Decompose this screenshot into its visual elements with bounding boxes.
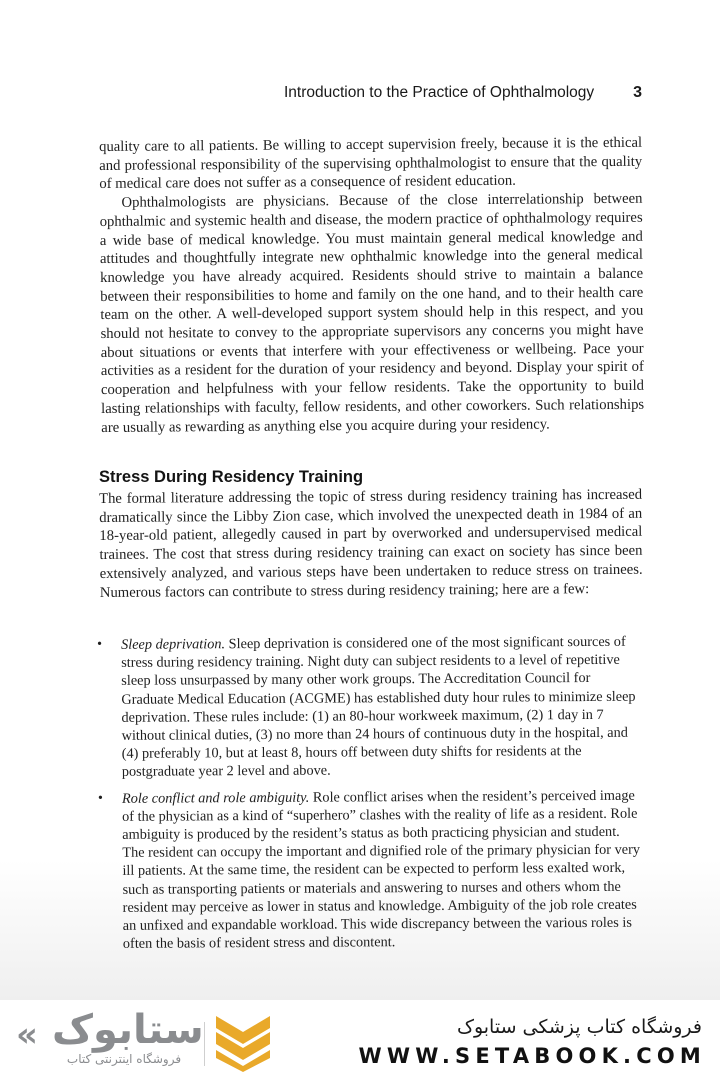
- stress-factor-list: [97, 633, 644, 962]
- running-title: Introduction to the Practice of Ophthalmology: [284, 84, 595, 101]
- store-logo: [16, 1008, 272, 1072]
- chevrons-icon: «: [16, 1015, 38, 1055]
- stacked-chevron-logo-icon: [212, 1012, 274, 1074]
- bullet-marker: •: [97, 636, 103, 652]
- bullet-text: Sleep deprivation is considered one of the most significant sources of stress during residency training. Night duty can subject residents to a level of repetitive sleep loss unsurpassed by many other work groups. The Accreditation Council for Graduate Medical Education (ACGME) has established duty hour rules to minimize sleep deprivation. These rules include: (1) an 80-hour workweek maximum, (2) 1 day in 7 without clinical duties, (3) no more than 24 hours of continuous duty in the hospital, and (4) preferably 10, but at least 8, hours off between duty shifts for residents at the postgraduate year 2 level and above.: [121, 633, 636, 781]
- section-intro: The formal literature addressing the topic of stress during residency training has increased dramatically since the Libby Zion case, which involved the unexpected death in 1984 of an 18-year-old patient, allegedly caused in part by overworked and undersupervised medical trainees. The cost that stress during residency training can exact on society has since been extensively analyzed, and various steps have been undertaken to reduce stress on trainees. Numerous factors can contribute to stress during residency training; here are a few:: [99, 486, 643, 601]
- section-heading: Stress During Residency Training: [99, 468, 364, 486]
- paragraph-continuation: quality care to all patients. Be willing to accept supervision freely, because it is the ethical and professional responsibility of the supervising ophthalmologist to ensure that the quality of medical care does not suffer as a consequence of resident education.: [99, 134, 643, 193]
- page-number: 3: [633, 84, 642, 101]
- opening-text: [99, 134, 644, 438]
- list-item: [98, 786, 644, 953]
- logo-divider: [204, 1022, 205, 1066]
- store-url[interactable]: WWW.SETABOOK.COM: [358, 1044, 706, 1068]
- logo-wordmark: ستابوک: [52, 1007, 204, 1053]
- store-name: فروشگاه کتاب پزشکی ستابوک: [456, 1016, 702, 1038]
- paragraph-physicians: Ophthalmologists are physicians. Because of the close interrelationship between ophthalmic and systemic health and disease, the modern practice of ophthalmology requires a wide base of medical knowledge. You must maintain general medical knowledge and attitudes and thoughtfully integrate new ophthalmic knowledge into the general medical knowledge you have already acquired. Residents should strive to maintain a balance between their responsibilities to home and family on the one hand, and to their health care team on the other. A well-developed support system should help in this respect, and you should not hesitate to convey to the appropriate supervisors any concerns you might have about situations or events that interfere with your effectiveness or wellbeing. Pace your activities as a resident for the duration of your residency and beyond. Display your spirit of cooperation and helpfulness with your fellow residents. Take the opportunity to build lasting relationships with faculty, fellow residents, and other coworkers. Such relationships are usually as rewarding as anything else you acquire during your residency.: [99, 190, 645, 436]
- bullet-text: Role conflict arises when the resident’s perceived image of the physician as a kind of “superhero” clashes with the reality of life as a resident. Role ambiguity is produced by the resident’s status as both practicing physician and student. The resident can occupy the important and dignified role of the primary physician for very ill patients. At the same time, the resident can be expected to perform less exalted work, such as transporting patients or materials and answering to nurses and others whom the resident may perceive as lower in status and knowledge. Ambiguity of the job role creates an unfixed and expandable workload. This wide discrepancy between the various roles is often the basis of resident stress and discontent.: [122, 787, 641, 953]
- bullet-marker: •: [97, 790, 103, 806]
- list-item: [97, 633, 643, 782]
- running-head: [284, 84, 642, 102]
- section-intro-block: [99, 486, 643, 602]
- logo-subtitle: فروشگاه اینترنتی کتاب: [66, 1052, 182, 1066]
- bullet-term: Sleep deprivation.: [121, 636, 226, 653]
- bullet-term: Role conflict and role ambiguity.: [121, 789, 310, 807]
- store-banner: [0, 1000, 720, 1080]
